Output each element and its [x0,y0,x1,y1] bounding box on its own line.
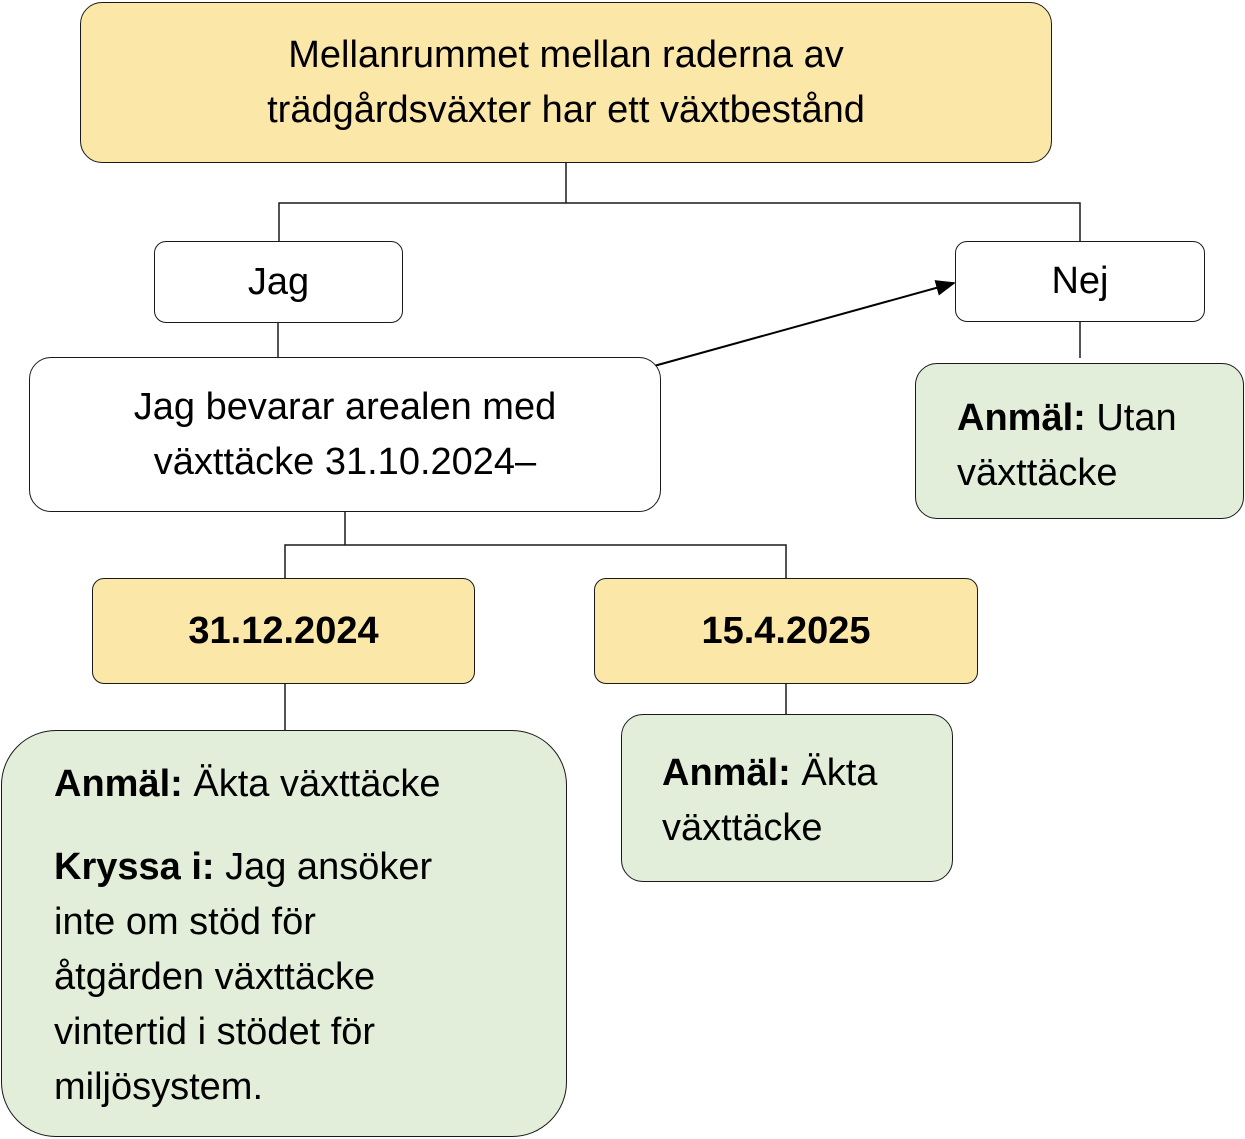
result2-text-1: Äkta [801,752,878,794]
branch-yes-box [154,241,403,323]
result2-bold-label: Anmäl: [662,752,791,794]
root-question-line-1: Mellanrummet mellan raderna av [288,33,844,76]
result1-bold-label-2: Kryssa i: [54,846,215,888]
result-box-2 [621,714,953,882]
result-box-1 [1,730,567,1137]
no-result-text-1: Utan [1096,397,1177,439]
connector-root-split [279,163,1080,241]
result1-bold-label-1: Anmäl: [54,763,183,805]
no-result-box [915,363,1244,519]
branch-yes-label: Jag [247,260,310,303]
no-result-text-2: växttäcke [957,452,1118,494]
date-box-2 [594,578,978,684]
arrow-to-nej [654,283,954,366]
branch-no-box [955,241,1205,322]
date-label-1: 31.12.2024 [188,609,379,652]
yes-step-box [29,357,661,512]
result2-text-2: växttäcke [662,807,823,849]
root-question-line-2: trädgårdsväxter har ett växtbestånd [267,88,865,131]
result1-line-4: vintertid i stödet för [54,1011,376,1053]
no-result-bold-label: Anmäl: [957,397,1086,439]
result1-line-3: åtgärden växttäcke [54,956,376,998]
result1-line-2: inte om stöd för [54,901,316,943]
date-label-2: 15.4.2025 [701,609,871,652]
yes-step-line-1: Jag bevarar arealen med [133,385,557,428]
branch-no-label: Nej [1051,260,1109,302]
result1-line-5: miljösystem. [54,1066,264,1108]
result1-text-1: Äkta växttäcke [193,763,441,805]
connector-step-dates [285,512,786,578]
date-box-1 [92,578,475,684]
yes-step-line-2: växttäcke 31.10.2024– [153,440,537,483]
result1-line-1: Jag ansöker [225,846,433,888]
root-question-box [80,2,1052,163]
